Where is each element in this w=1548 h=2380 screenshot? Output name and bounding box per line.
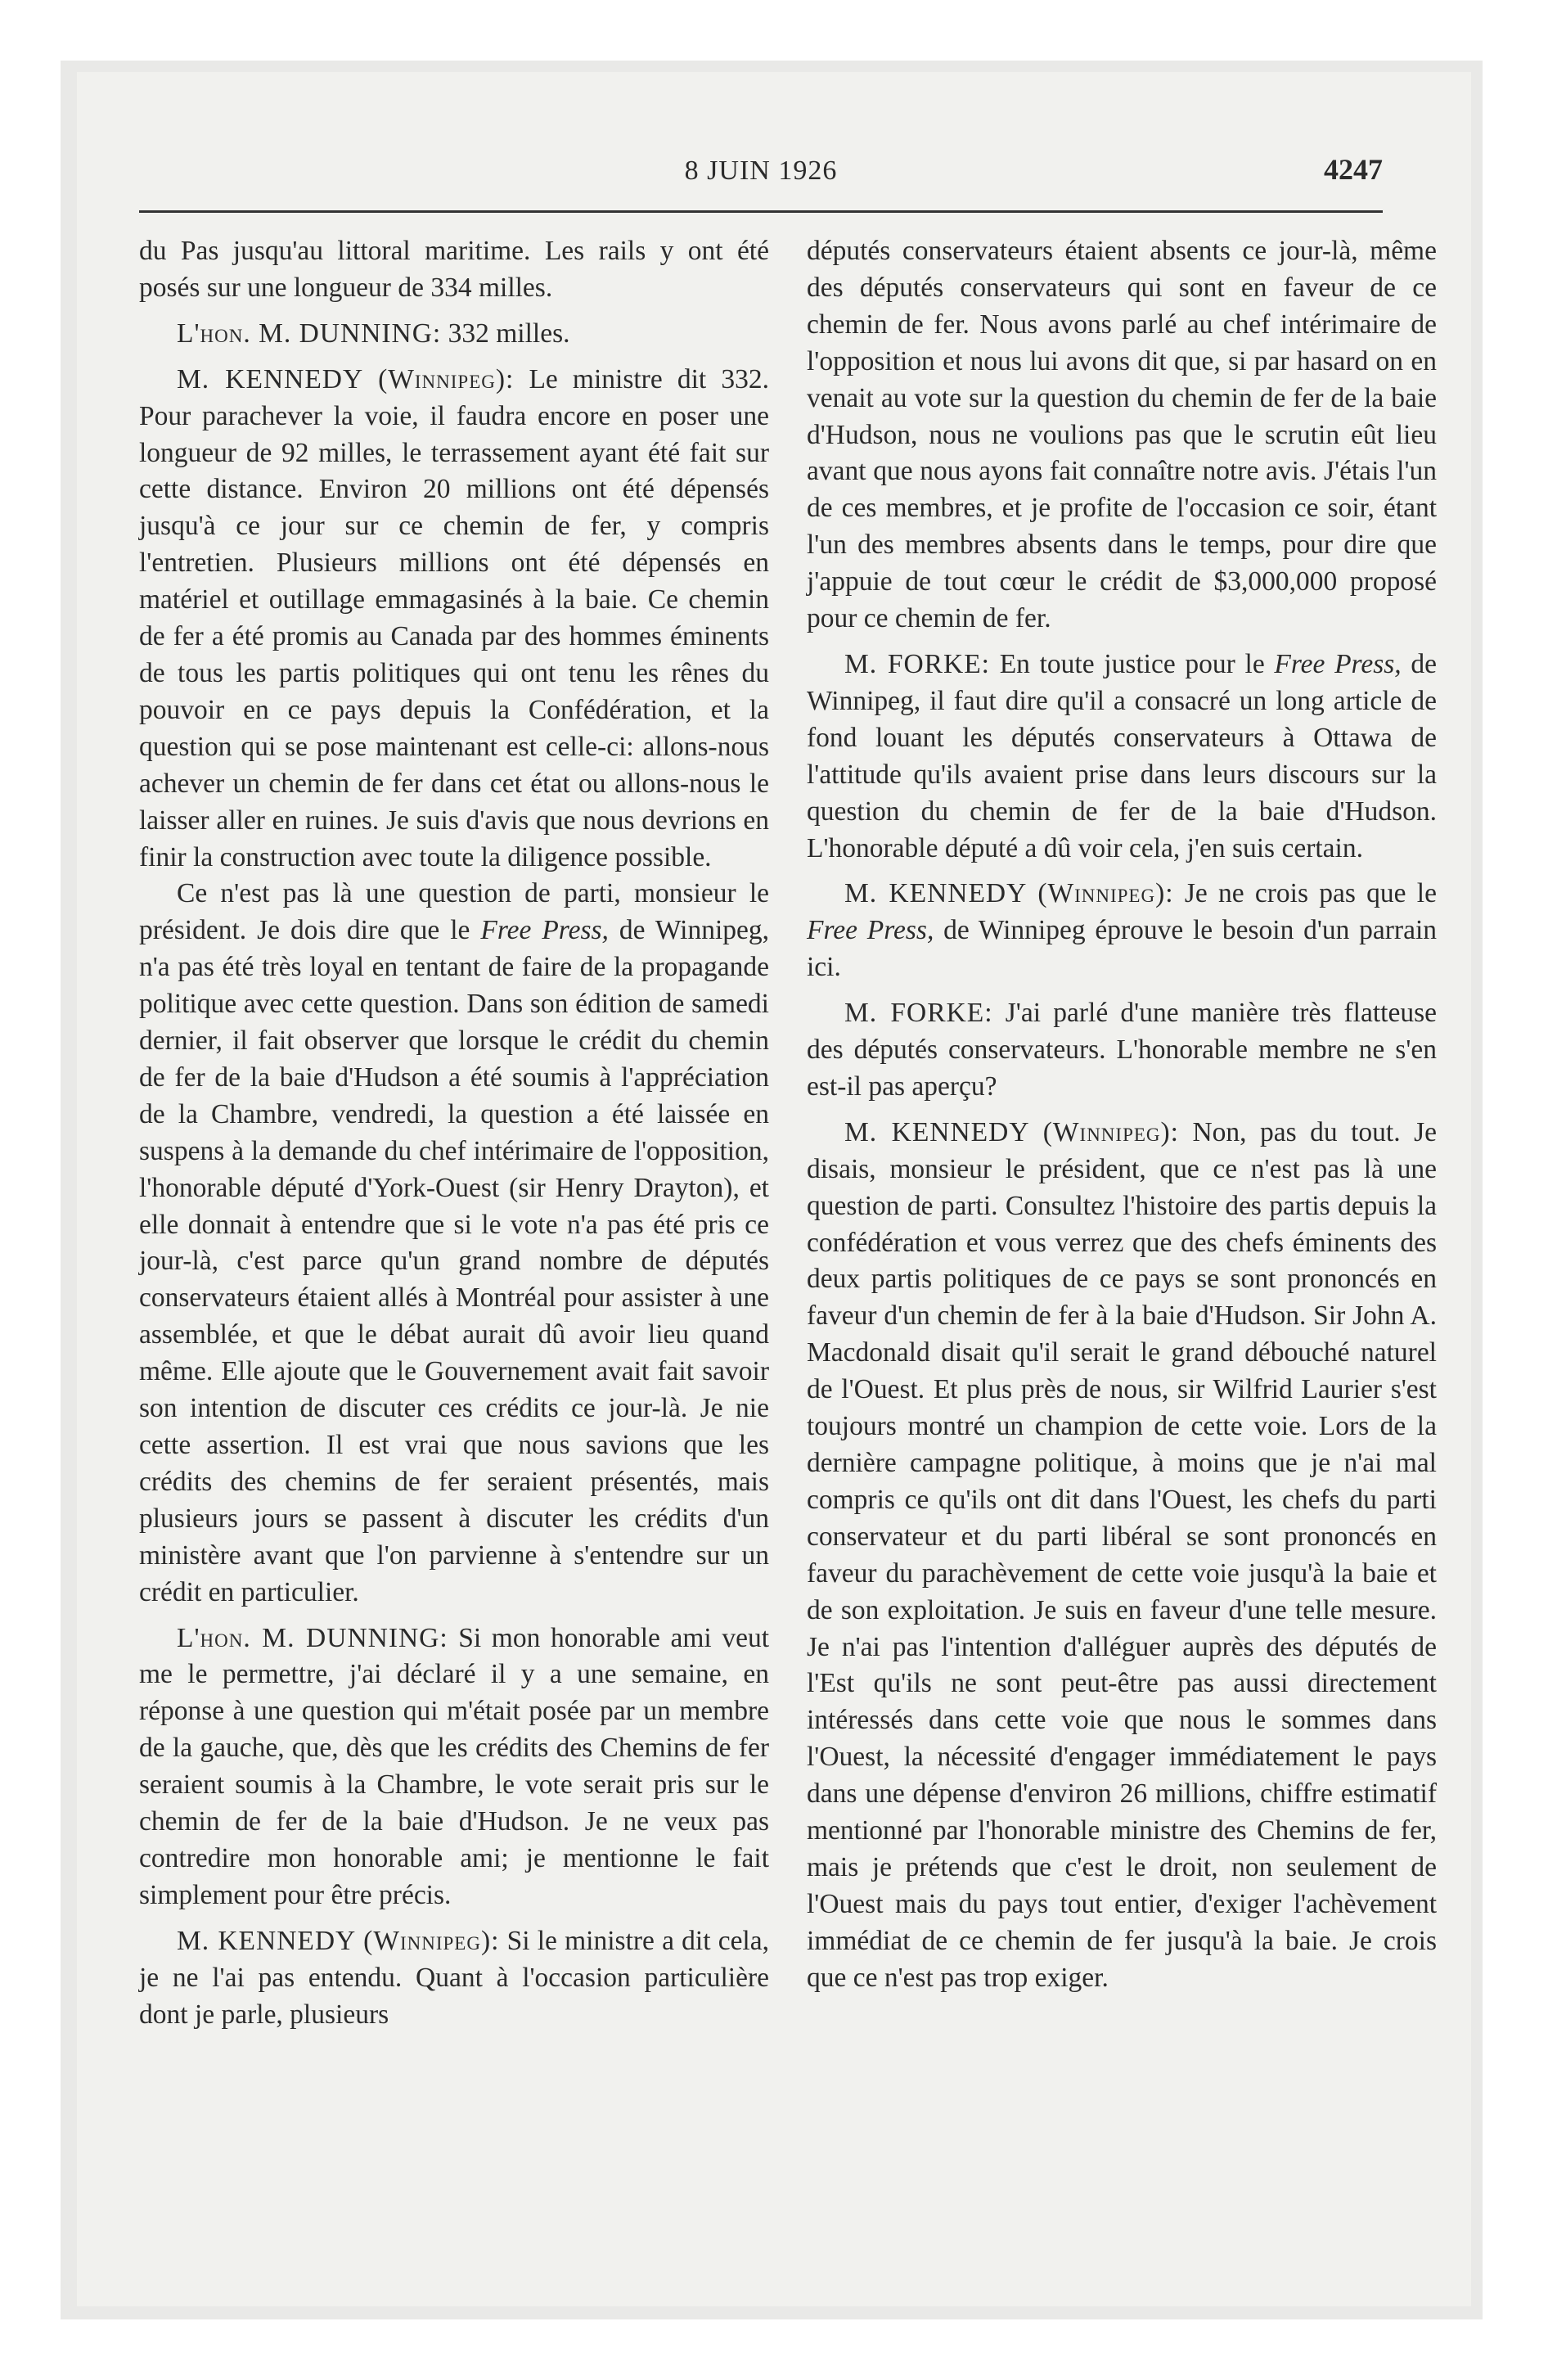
page-number: 4247 (1324, 153, 1383, 186)
newspaper-title: Free Press, (807, 915, 934, 946)
speech-text: Je ne crois pas que le (1173, 878, 1437, 909)
paragraph (139, 362, 769, 877)
speech-text: de Winnipeg éprouve le besoin d'un parrain ici. (807, 915, 1438, 983)
speech-text: Le ministre dit 332. Pour parachever la voie, il faudra encore en poser une longueur de 92 milles, le terrassement ayant été fait sur cette distance. Environ 20 millions ont été dépensés jusqu'à ce jour sur ce chemin de fer, y compris l'entretien. Plusieurs millions ont été dépensés en matériel et outillage emmagasinés à la baie. Ce chemin de fer a été promis au Canada par des hommes éminents de tous les partis politiques qui ont tenu les rênes du pouvoir en ce pays depuis la Confédération, et la question qui se pose maintenant est celle-ci: allons-nous achever un chemin de fer dans cet état ou allons-nous le laisser aller en ruines. Je suis d'avis que nous devrions en finir la construction avec toute la diligence possible. (139, 363, 769, 872)
speaker-name: M. KENNEDY (Winnipeg): (177, 363, 515, 394)
speaker-name: M. KENNEDY (Winnipeg): (844, 1116, 1179, 1147)
speaker-name: M. KENNEDY (Winnipeg): (844, 878, 1174, 909)
paragraph: députés conservateurs étaient absents ce jour-là, même des députés conservateurs qui sont en faveur de ce chemin de fer. Nous avons parlé au chef intérimaire de l'opposition et nous lui avons dit que, si par hasard on en venait au vote sur la question du chemin de fer de la baie d'Hudson, nous ne voulions pas que le scrutin eût lieu avant que nous ayons fait connaître notre avis. J'étais l'un de ces membres, et je profite de l'occasion ce soir, étant l'un des membres absents dans le temps, pour dire que j'appuie de tout cœur le crédit de $3,000,000 proposé pour ce chemin de fer. (807, 236, 1437, 634)
speaker-name: M. FORKE: (844, 648, 990, 679)
speech-text: 332 milles. (441, 318, 570, 349)
newspaper-title: Free Press, (1274, 648, 1402, 679)
speech-text: de Winnipeg, il faut dire qu'il a consacré un long article de fond louant les députés conservateurs à Ottawa de l'attitude qu'ils avaient prise dans leurs discours sur la question du chemin de fer de la baie d'Hudson. L'honorable député a dû voir cela, j'en suis certain. (807, 648, 1437, 863)
paragraph (807, 647, 1437, 867)
right-column (807, 233, 1437, 1997)
speech-text: de Winnipeg, n'a pas été très loyal en tentant de faire de la propagande politique avec cette question. Dans son édition de samedi dernier, il fait observer que lorsque le crédit du chemin de fer de la baie d'Hudson a été soumis à l'appréciation de la Chambre, vendredi, la question a été laissée en suspens à la demande du chef intérimaire de l'opposition, l'honorable député d'York-Ouest (sir Henry Drayton), et elle donnait à entendre que si le vote n'a pas été pris ce jour-là, c'est parce qu'un grand nombre de députés conservateurs étaient allés à Montréal pour assister à une assemblée, et que le débat aurait dû avoir lieu quand même. Elle ajoute que le Gouvernement avait fait savoir son intention de discuter ces crédits ce jour-là. Je nie cette assertion. Il est vrai que nous savions que les crédits des chemins de fer seraient présentés, mais plusieurs jours se passent à discuter les crédits d'un ministère avant que l'on parvienne à s'entendre sur un crédit en particulier. (139, 915, 769, 1607)
speech-text: Si le ministre a dit cela, je ne l'ai pas entendu. Quant à l'occasion particulière dont je parle, plusieurs (139, 1925, 769, 2030)
paragraph (807, 1115, 1437, 1997)
paragraph (807, 995, 1437, 1106)
paragraph (139, 1620, 769, 1914)
speaker-name: L'hon. M. DUNNING: (177, 318, 442, 349)
newspaper-title: Free Press, (480, 915, 609, 946)
speech-text: J'ai parlé d'une manière très flatteuse des députés conservateurs. L'honorable membre ne s'en est-il pas aperçu? (807, 998, 1437, 1102)
paragraph (139, 316, 769, 353)
speech-text: Si mon honorable ami veut me le permettre, j'ai déclaré il y a une semaine, en réponse à une question qui m'était posée par un membre de la gauche, que, dès que les crédits des Chemins de fer seraient soumis à la Chambre, le vote serait pris sur le chemin de fer de la baie d'Hudson. Je ne veux pas contredire mon honorable ami; je mentionne le fait simplement pour être précis. (139, 1622, 769, 1910)
speaker-name: M. KENNEDY (Winnipeg): (177, 1925, 500, 1956)
speech-text: Non, pas du tout. Je disais, monsieur le président, que ce n'est pas là une question de parti. Consultez l'histoire des partis depuis la confédération et vous verrez que des chefs éminents des deux partis politiques de ce pays se sont prononcés en faveur d'un chemin de fer à la baie d'Hudson. Sir John A. Macdonald disait qu'il serait le grand débouché naturel de l'Ouest. Et plus près de nous, sir Wilfrid Laurier s'est toujours montré un champion de cette voie. Lors de la dernière campagne politique, à moins que je n'ai mal compris ce qu'ils ont dit dans l'Ouest, les chefs du parti conservateur et du parti libéral se sont prononcés en faveur du parachèvement de cette voie jusqu'à la baie et de son exploitation. Je suis en faveur d'une telle mesure. Je n'ai pas l'intention d'alléguer auprès des députés de l'Est qu'ils ne sont peut-être pas aussi directement intéressés dans cette voie que nous le sommes dans l'Ouest, la nécessité d'engager immédiatement le pays dans une dépense d'environ 26 millions, chiffre estimatif mentionné par l'honorable ministre des Chemins de fer, mais je prétends que c'est le droit, non seulement de l'Ouest mais du pays tout entier, d'exiger l'achèvement immédiat de ce chemin de fer jusqu'à la baie. Je crois que ce n'est pas trop exiger. (807, 1116, 1437, 1993)
paragraph (807, 876, 1437, 986)
page-header (139, 149, 1383, 195)
speech-text: En toute justice pour le (990, 648, 1275, 679)
speaker-name: L'hon. M. DUNNING: (177, 1622, 448, 1653)
left-column (139, 233, 769, 2034)
paragraph: du Pas jusqu'au littoral maritime. Les rails y ont été posés sur une longueur de 334 milles. (139, 236, 769, 303)
page-date: 8 JUIN 1926 (684, 156, 838, 186)
paragraph (139, 876, 769, 1611)
speech-text: Ce n'est pas là une question de parti, monsieur le président. Je dois dire que le (139, 878, 769, 946)
header-rule (139, 210, 1383, 213)
speaker-name: M. FORKE: (844, 998, 993, 1029)
paragraph (139, 1923, 769, 2034)
